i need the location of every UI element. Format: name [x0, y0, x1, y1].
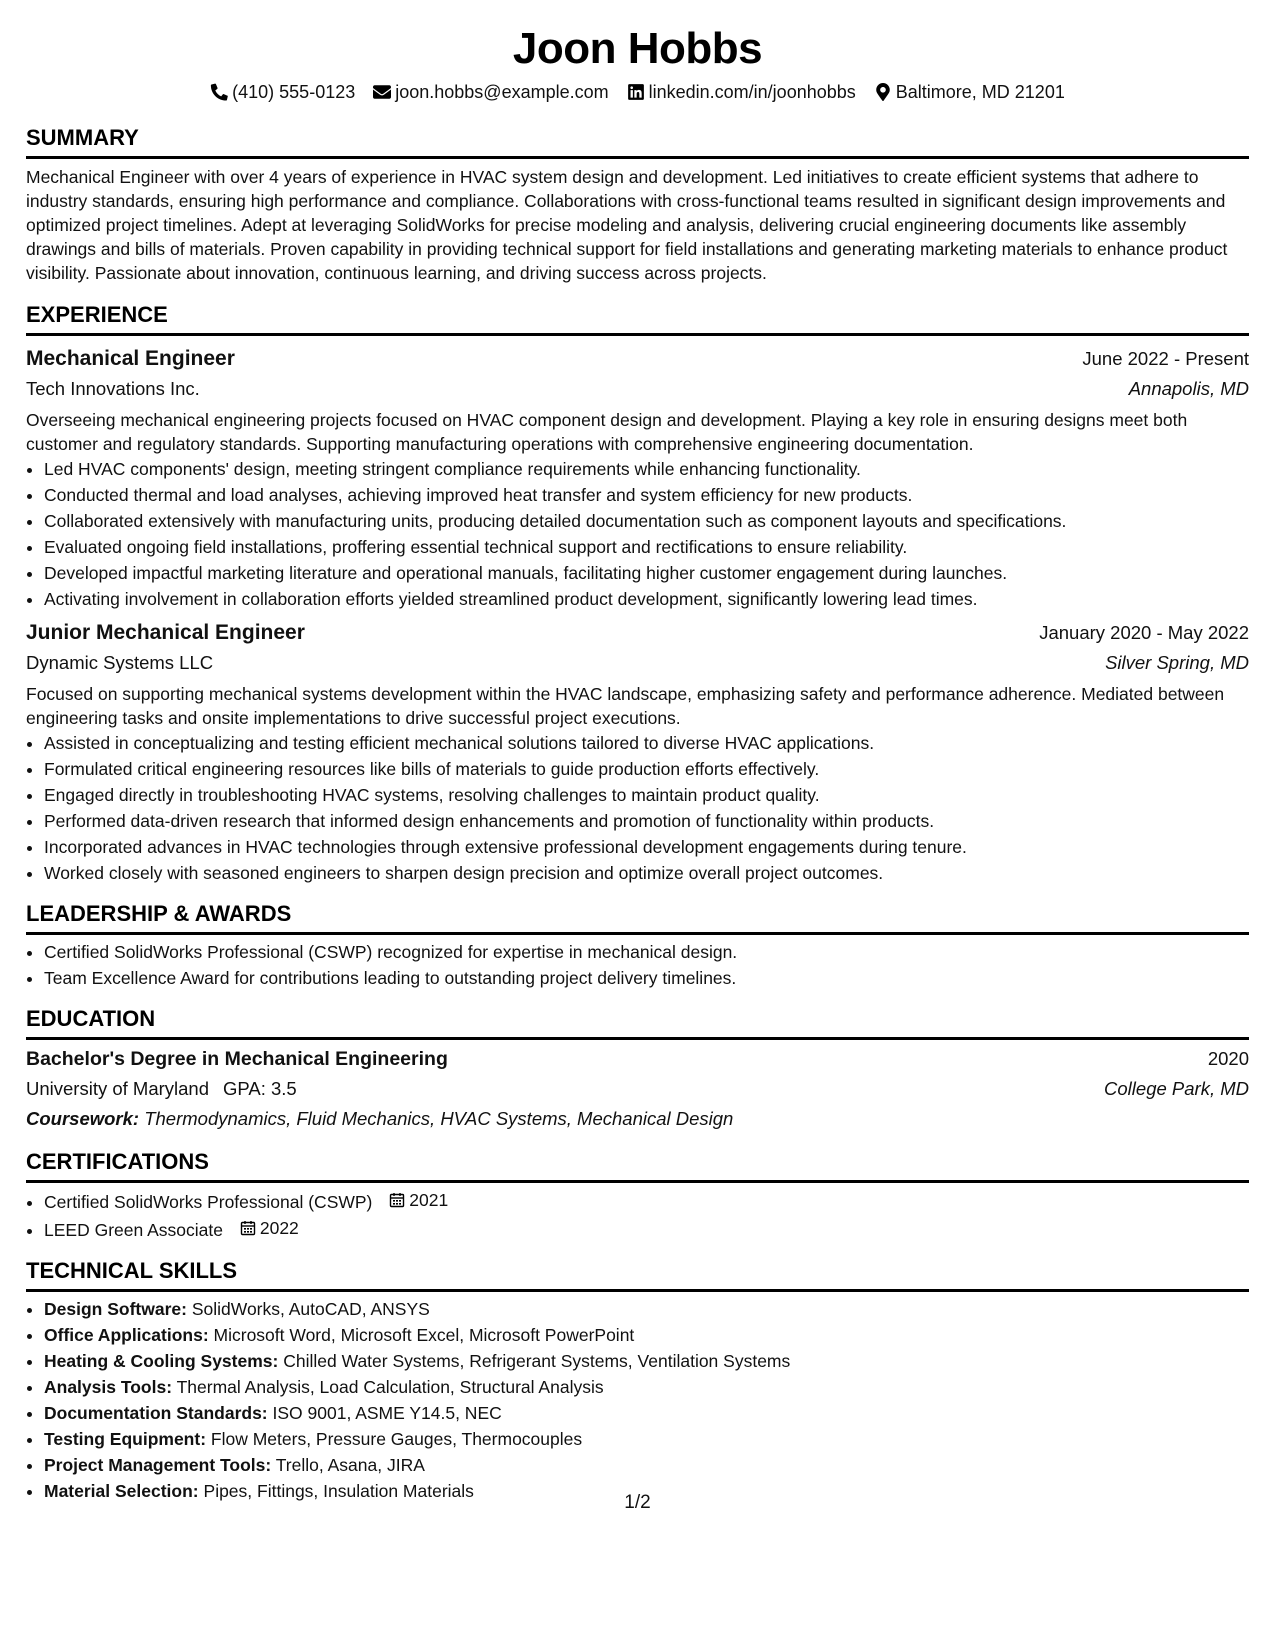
certification-name: LEED Green Associate — [44, 1220, 223, 1240]
coursework-list: Thermodynamics, Fluid Mechanics, HVAC Systems, Mechanical Design — [144, 1108, 734, 1129]
job-dates: June 2022 - Present — [1082, 348, 1249, 369]
calendar-icon — [389, 1192, 405, 1208]
location-text: Baltimore, MD 21201 — [895, 82, 1065, 102]
job-bullet: • Performed data-driven research that informed design enhancements and promotion of functionality within products. — [44, 808, 1249, 834]
summary-text: Mechanical Engineer with over 4 years of experience in HVAC system design and development. Led initiatives to create efficient systems that adhere to industry standards, ensuring high performance and compliance. Collaborations with cross-functional teams resulted in significant design improvements and optimized project timelines. Adept at leveraging SolidWorks for precise modeling and analysis, delivering crucial engineering documents like assembly drawings and bills of materials. Proven capability in providing technical support for field installations and generating marketing materials to enhance product visibility. Passionate about innovation, continuous learning, and driving success across projects. — [26, 167, 1228, 283]
skill-item — [44, 1296, 1249, 1322]
skill-label: Testing Equipment: — [44, 1429, 207, 1449]
gpa: GPA: 3.5 — [223, 1078, 297, 1099]
job-bullet: • Led HVAC components' design, meeting stringent compliance requirements while enhancing functionality. — [44, 456, 1249, 482]
certification-name: Certified SolidWorks Professional (CSWP) — [44, 1192, 373, 1212]
linkedin-icon — [627, 83, 645, 101]
certifications-list — [26, 1187, 1249, 1243]
map-marker-icon — [874, 83, 892, 101]
certifications-section — [26, 1148, 1249, 1243]
job-bullet: • Worked closely with seasoned engineers to sharpen design precision and optimize overall project outcomes. — [44, 860, 1249, 886]
skill-value: Flow Meters, Pressure Gauges, Thermocouples — [210, 1429, 583, 1449]
contact-location — [874, 80, 1065, 104]
skills-section — [26, 1257, 1249, 1504]
calendar-icon — [240, 1220, 256, 1236]
coursework-line — [26, 1104, 1249, 1134]
job-bullets — [26, 456, 1249, 612]
skill-item — [44, 1322, 1249, 1348]
summary-section — [26, 124, 1249, 285]
job-bullet: • Formulated critical engineering resources like bills of materials to guide production efforts effectively. — [44, 756, 1249, 782]
leadership-heading: LEADERSHIP & AWARDS — [26, 900, 1249, 935]
certification-item — [44, 1215, 1249, 1243]
linkedin-text: linkedin.com/in/joonhobbs — [648, 82, 856, 102]
skill-value: ISO 9001, ASME Y14.5, NEC — [272, 1403, 502, 1423]
page-number: 1/2 — [624, 1492, 651, 1513]
job-description: Focused on supporting mechanical systems development within the HVAC landscape, emphasizing safety and performance adherence. Mediated between engineering tasks and onsite implementations to drive successful project executions. — [26, 684, 1225, 728]
job-title: Junior Mechanical Engineer — [26, 621, 305, 644]
skill-label: Material Selection: — [44, 1481, 199, 1501]
job-bullet: • Collaborated extensively with manufacturing units, producing detailed documentation such as component layouts and specifications. — [44, 508, 1249, 534]
job-entry — [26, 618, 1249, 886]
job-location: Silver Spring, MD — [1105, 652, 1249, 673]
job-bullet: • Activating involvement in collaboration efforts yielded streamlined product development, significantly lowering lead times. — [44, 586, 1249, 612]
skill-label: Analysis Tools: — [44, 1377, 173, 1397]
skill-item — [44, 1348, 1249, 1374]
contact-phone[interactable] — [210, 80, 355, 104]
contact-linkedin[interactable] — [627, 80, 856, 104]
company-name: Tech Innovations Inc. — [26, 378, 200, 399]
skill-item — [44, 1374, 1249, 1400]
contact-bar — [26, 80, 1249, 104]
job-entry — [26, 344, 1249, 612]
job-bullet: • Assisted in conceptualizing and testing efficient mechanical solutions tailored to diverse HVAC applications. — [44, 730, 1249, 756]
skill-label: Documentation Standards: — [44, 1403, 268, 1423]
skill-label: Office Applications: — [44, 1325, 209, 1345]
graduation-year: 2020 — [1207, 1048, 1249, 1069]
experience-section — [26, 301, 1249, 886]
skill-value: SolidWorks, AutoCAD, ANSYS — [191, 1299, 430, 1319]
skill-value: Thermal Analysis, Load Calculation, Structural Analysis — [176, 1377, 604, 1397]
job-bullet: • Evaluated ongoing field installations, proffering essential technical support and rectifications to ensure reliability. — [44, 534, 1249, 560]
certification-year: 2021 — [409, 1190, 449, 1210]
skill-value: Pipes, Fittings, Insulation Materials — [203, 1481, 474, 1501]
email-text: joon.hobbs@example.com — [395, 82, 609, 102]
job-bullet: • Conducted thermal and load analyses, achieving improved heat transfer and system efficiency for new products. — [44, 482, 1249, 508]
candidate-name: Joon Hobbs — [512, 24, 763, 73]
leadership-list — [26, 939, 1249, 991]
company-name: Dynamic Systems LLC — [26, 652, 214, 673]
degree-title: Bachelor's Degree in Mechanical Engineering — [26, 1048, 448, 1070]
certification-date — [240, 1215, 299, 1241]
leadership-item: • Certified SolidWorks Professional (CSWP) recognized for expertise in mechanical design. — [44, 939, 1249, 965]
phone-icon — [210, 83, 228, 101]
school-name: University of Maryland — [26, 1078, 210, 1099]
job-bullets — [26, 730, 1249, 886]
education-section — [26, 1005, 1249, 1134]
job-location: Annapolis, MD — [1128, 378, 1249, 399]
certifications-heading: CERTIFICATIONS — [26, 1148, 1249, 1183]
certification-date — [389, 1187, 448, 1213]
skill-value: Chilled Water Systems, Refrigerant Systems, Ventilation Systems — [283, 1351, 791, 1371]
skill-label: Heating & Cooling Systems: — [44, 1351, 279, 1371]
skill-label: Project Management Tools: — [44, 1455, 272, 1475]
school-location: College Park, MD — [1104, 1078, 1249, 1099]
skill-item — [44, 1452, 1249, 1478]
education-heading: EDUCATION — [26, 1005, 1249, 1040]
job-bullet: • Developed impactful marketing literature and operational manuals, facilitating higher customer engagement during launches. — [44, 560, 1249, 586]
leadership-item: • Team Excellence Award for contributions leading to outstanding project delivery timelines. — [44, 965, 1249, 991]
skill-value: Trello, Asana, JIRA — [275, 1455, 425, 1475]
skill-item — [44, 1400, 1249, 1426]
job-description: Overseeing mechanical engineering projects focused on HVAC component design and development. Playing a key role in ensuring designs meet both customer and regulatory standards. Supporting manufacturing operations with comprehensive engineering documentation. — [26, 410, 1188, 454]
job-bullet: • Engaged directly in troubleshooting HVAC systems, resolving challenges to maintain product quality. — [44, 782, 1249, 808]
envelope-icon — [373, 83, 391, 101]
skills-heading: TECHNICAL SKILLS — [26, 1257, 1249, 1292]
job-dates: January 2020 - May 2022 — [1039, 622, 1249, 643]
job-title: Mechanical Engineer — [26, 347, 235, 370]
skill-label: Design Software: — [44, 1299, 187, 1319]
contact-email[interactable] — [373, 80, 608, 104]
experience-heading: EXPERIENCE — [26, 301, 1249, 336]
coursework-label: Coursework: — [26, 1108, 140, 1129]
skill-value: Microsoft Word, Microsoft Excel, Microsoft PowerPoint — [213, 1325, 635, 1345]
certification-year: 2022 — [259, 1218, 299, 1238]
job-bullet: • Incorporated advances in HVAC technologies through extensive professional development engagements during tenure. — [44, 834, 1249, 860]
skill-item — [44, 1426, 1249, 1452]
leadership-section — [26, 900, 1249, 991]
certification-item — [44, 1187, 1249, 1215]
summary-heading: SUMMARY — [26, 124, 1249, 159]
skills-list — [26, 1296, 1249, 1504]
phone-text: (410) 555-0123 — [232, 82, 356, 102]
